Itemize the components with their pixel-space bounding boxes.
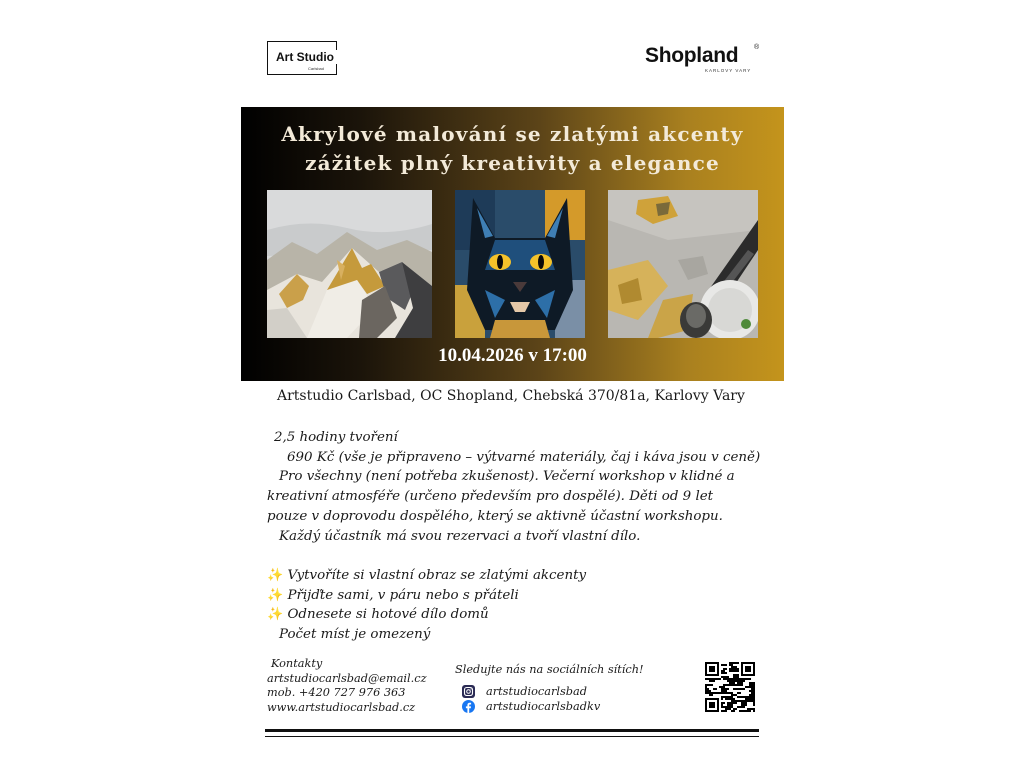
sparkle-icon: ✨	[267, 587, 284, 603]
audience-text-4: Každý účastník má svou rezervaci a tvoří vlastní dílo.	[279, 528, 641, 544]
art-studio-logo-sub: Carlsbad	[308, 66, 325, 71]
gold-abstract-painting	[608, 190, 758, 338]
cat-painting	[455, 190, 585, 338]
sparkle-icon: ✨	[267, 567, 284, 583]
duration-text: 2,5 hodiny tvoření	[274, 430, 398, 445]
bullet-text-3: Odnesete si hotové dílo domů	[287, 607, 489, 623]
instagram-link[interactable]	[455, 685, 587, 698]
shopland-logo-name: Shopland	[645, 44, 739, 67]
facebook-handle[interactable]: artstudiocarlsbadkv	[486, 700, 601, 713]
event-banner	[241, 107, 784, 381]
event-date: 10.04.2026 v 17:00	[438, 345, 587, 366]
audience-text-1: Pro všechny (není potřeba zkušenost). Večerní workshop v klidné a	[279, 469, 735, 485]
audience-text-3: pouze v doprovodu dospělého, který se aktivně účastní workshopu.	[267, 508, 723, 524]
limited-seats-text: Počet míst je omezený	[279, 627, 431, 643]
banner-title-line-1: Akrylové malování se zlatými akcenty	[281, 122, 744, 146]
price-text: 690 Kč (vše je připraveno – výtvarné materiály, čaj i káva jsou v ceně)	[287, 449, 761, 465]
facebook-icon	[462, 700, 475, 713]
bullet-text-2: Přijďte sami, v páru nebo s přáteli	[287, 587, 519, 603]
event-address: Artstudio Carlsbad, OC Shopland, Chebská 370/81a, Karlovy Vary	[277, 388, 745, 404]
bullet-text-1: Vytvoříte si vlastní obraz se zlatými akcenty	[287, 567, 587, 583]
instagram-handle[interactable]: artstudiocarlsbad	[486, 685, 588, 698]
qr-code[interactable]	[705, 662, 755, 712]
event-details	[267, 428, 777, 645]
banner-title-line-2: zážitek plný kreativity a elegance	[305, 151, 720, 175]
footer-rule-thin	[265, 736, 759, 737]
contact-phone[interactable]: mob. +420 727 976 363	[267, 686, 406, 700]
contacts-block	[267, 657, 427, 715]
art-studio-logo-name: Art Studio	[276, 50, 337, 64]
shopland-logo-sub: KARLOVY VARY	[705, 68, 752, 73]
art-studio-logo	[267, 41, 337, 75]
mountain-painting	[267, 190, 432, 338]
shopland-registered-mark: ®	[754, 44, 760, 51]
bullet-item-1	[267, 566, 777, 586]
shopland-logo	[645, 44, 765, 76]
audience-text-2: kreativní atmosféře (určeno především pro dospělé). Děti od 9 let	[267, 489, 714, 505]
bullet-item-3	[267, 605, 777, 625]
instagram-icon	[462, 685, 475, 698]
bullet-item-2	[267, 586, 777, 606]
contact-email[interactable]: artstudiocarlsbad@email.cz	[267, 671, 427, 685]
facebook-link[interactable]	[455, 700, 600, 713]
footer-rule-thick	[265, 729, 759, 732]
sparkle-icon: ✨	[267, 607, 284, 623]
social-heading: Sledujte nás na sociálních sítích!	[455, 663, 644, 676]
contacts-label: Kontakty	[271, 657, 323, 670]
contact-website[interactable]: www.artstudiocarlsbad.cz	[267, 700, 416, 714]
